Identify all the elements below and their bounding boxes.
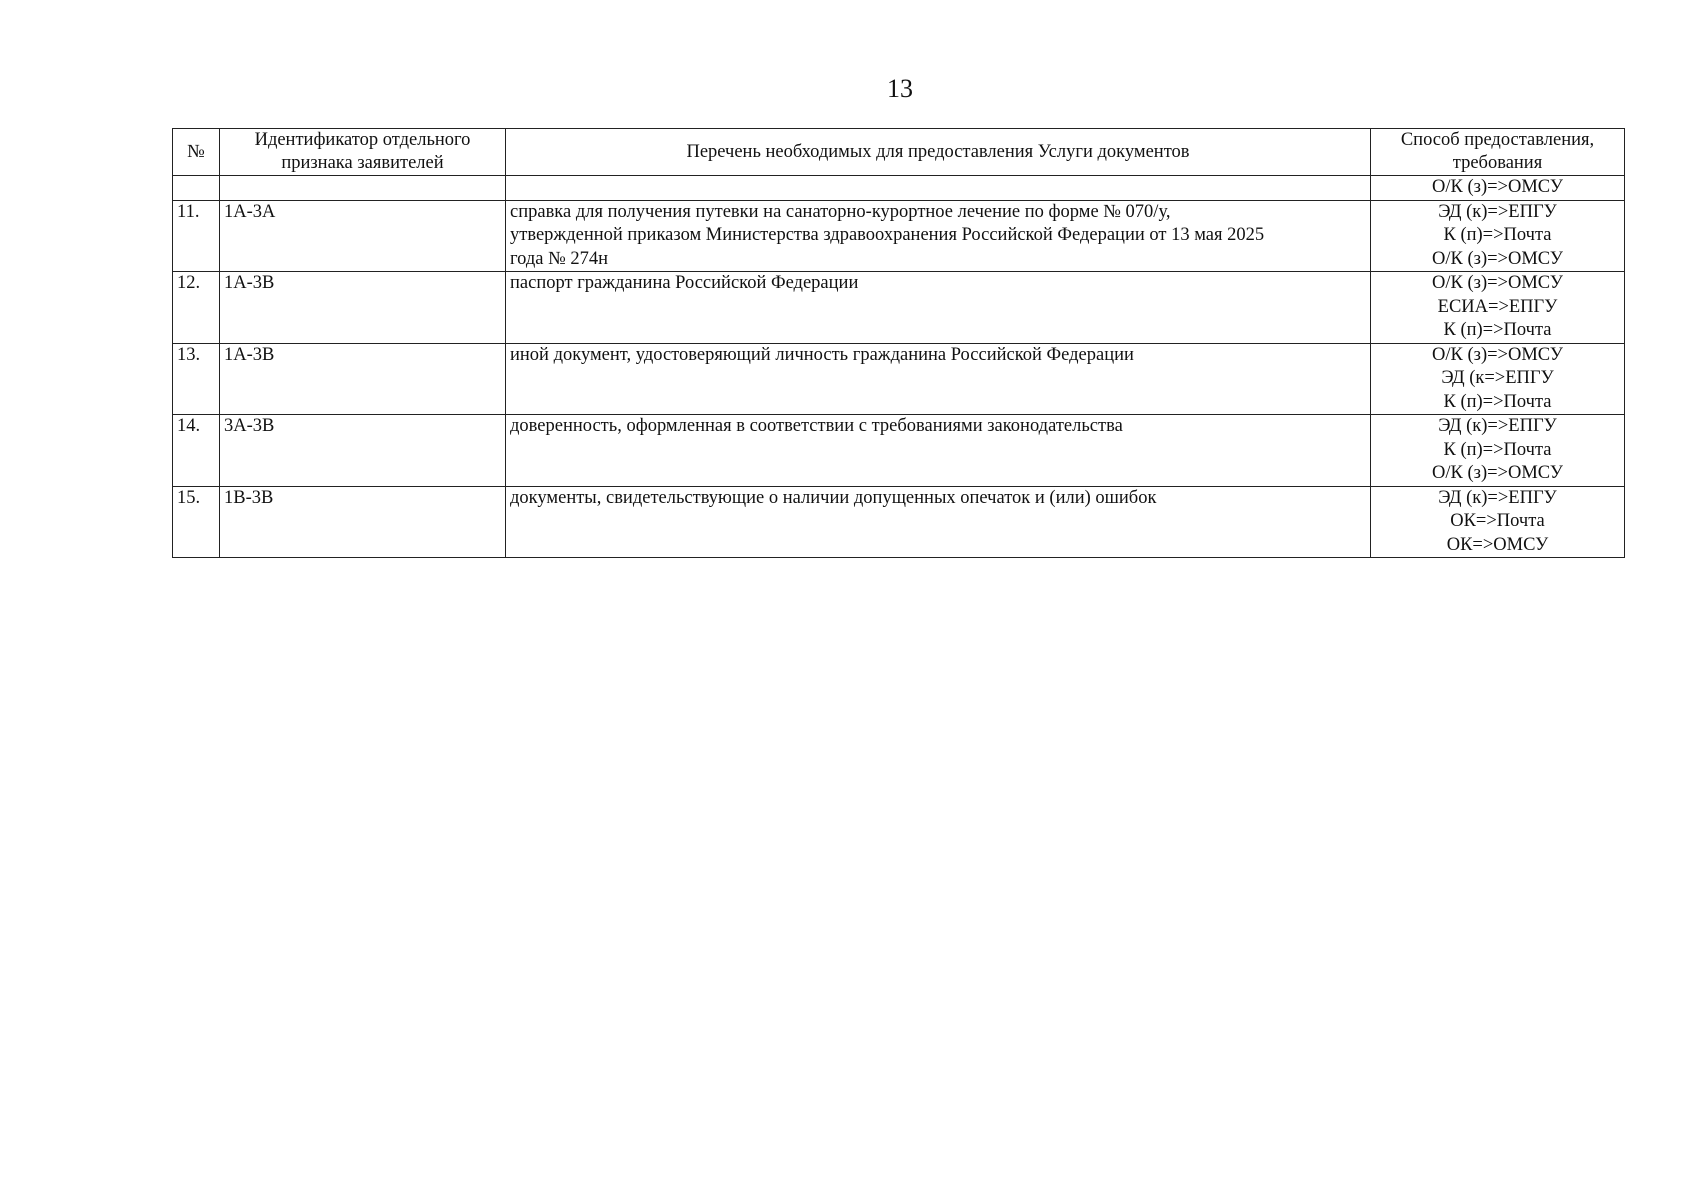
- method-line: ЭД (к)=>ЕПГУ: [1438, 487, 1557, 508]
- method-line: О/К (з)=>ОМСУ: [1432, 463, 1563, 483]
- cell-identifier: 3А-3В: [220, 415, 506, 487]
- document-line: иной документ, удостоверяющий личность гражданина Российской Федерации: [510, 344, 1134, 365]
- cell-method: [1371, 200, 1625, 272]
- document-line: документы, свидетельствующие о наличии допущенных опечаток и (или) ошибок: [510, 487, 1157, 508]
- documents-table: [172, 128, 1625, 558]
- cell-num: [173, 176, 220, 201]
- method-line: О/К (з)=>ОМСУ: [1432, 177, 1563, 197]
- cell-num: 13.: [173, 343, 220, 415]
- cell-num: 14.: [173, 415, 220, 487]
- table-row: [173, 200, 1625, 272]
- page-number: 13: [887, 74, 913, 103]
- document-line: доверенность, оформленная в соответствии с требованиями законодательства: [510, 416, 1123, 436]
- cell-method: [1371, 176, 1625, 201]
- method-line: ЭД (к=>ЕПГУ: [1441, 368, 1554, 388]
- cell-documents: [506, 343, 1371, 415]
- method-line: ЕСИА=>ЕПГУ: [1437, 296, 1558, 317]
- cell-method: [1371, 486, 1625, 558]
- method-line: К (п)=>Почта: [1443, 225, 1552, 245]
- document-line: утвержденной приказом Министерства здравоохранения Российской Федерации от 13 мая 2025: [510, 225, 1265, 245]
- table-row: [173, 343, 1625, 415]
- method-line: ОК=>Почта: [1450, 511, 1545, 531]
- header-identifier: Идентификатор отдельного признака заявителей: [220, 129, 506, 176]
- document-line: паспорт гражданина Российской Федерации: [510, 273, 859, 293]
- method-line: ЭД (к)=>ЕПГУ: [1438, 201, 1557, 222]
- cell-method: [1371, 343, 1625, 415]
- cell-documents: [506, 486, 1371, 558]
- document-line: справка для получения путевки на санаторно-курортное лечение по форме № 070/у,: [510, 201, 1171, 222]
- cell-documents: [506, 415, 1371, 487]
- header-num: №: [173, 129, 220, 176]
- cell-documents: [506, 176, 1371, 201]
- method-line: К (п)=>Почта: [1443, 391, 1552, 412]
- cell-identifier: [220, 176, 506, 201]
- header-documents: Перечень необходимых для предоставления Услуги документов: [506, 129, 1371, 176]
- cell-identifier: 1А-3В: [220, 272, 506, 344]
- cell-method: [1371, 272, 1625, 344]
- cell-num: 11.: [173, 200, 220, 272]
- cell-documents: [506, 200, 1371, 272]
- table-row-continuation: [173, 176, 1625, 201]
- method-line: К (п)=>Почта: [1443, 439, 1552, 460]
- header-method: Способ предоставления, требования: [1371, 129, 1625, 176]
- cell-num: 15.: [173, 486, 220, 558]
- table-row: [173, 415, 1625, 487]
- document-line: года № 274н: [510, 248, 609, 269]
- cell-identifier: 1А-3А: [220, 200, 506, 272]
- cell-method: [1371, 415, 1625, 487]
- table-row: [173, 272, 1625, 344]
- method-line: ОК=>ОМСУ: [1446, 534, 1549, 555]
- method-line: ЭД (к)=>ЕПГУ: [1438, 416, 1557, 436]
- cell-identifier: 1А-3В: [220, 343, 506, 415]
- cell-num: 12.: [173, 272, 220, 344]
- method-line: О/К (з)=>ОМСУ: [1432, 344, 1563, 365]
- cell-documents: [506, 272, 1371, 344]
- table-row: [173, 486, 1625, 558]
- method-line: К (п)=>Почта: [1443, 320, 1552, 340]
- cell-identifier: 1В-3В: [220, 486, 506, 558]
- table-header-row: [173, 129, 1625, 176]
- method-line: О/К (з)=>ОМСУ: [1432, 248, 1563, 269]
- method-line: О/К (з)=>ОМСУ: [1432, 273, 1563, 293]
